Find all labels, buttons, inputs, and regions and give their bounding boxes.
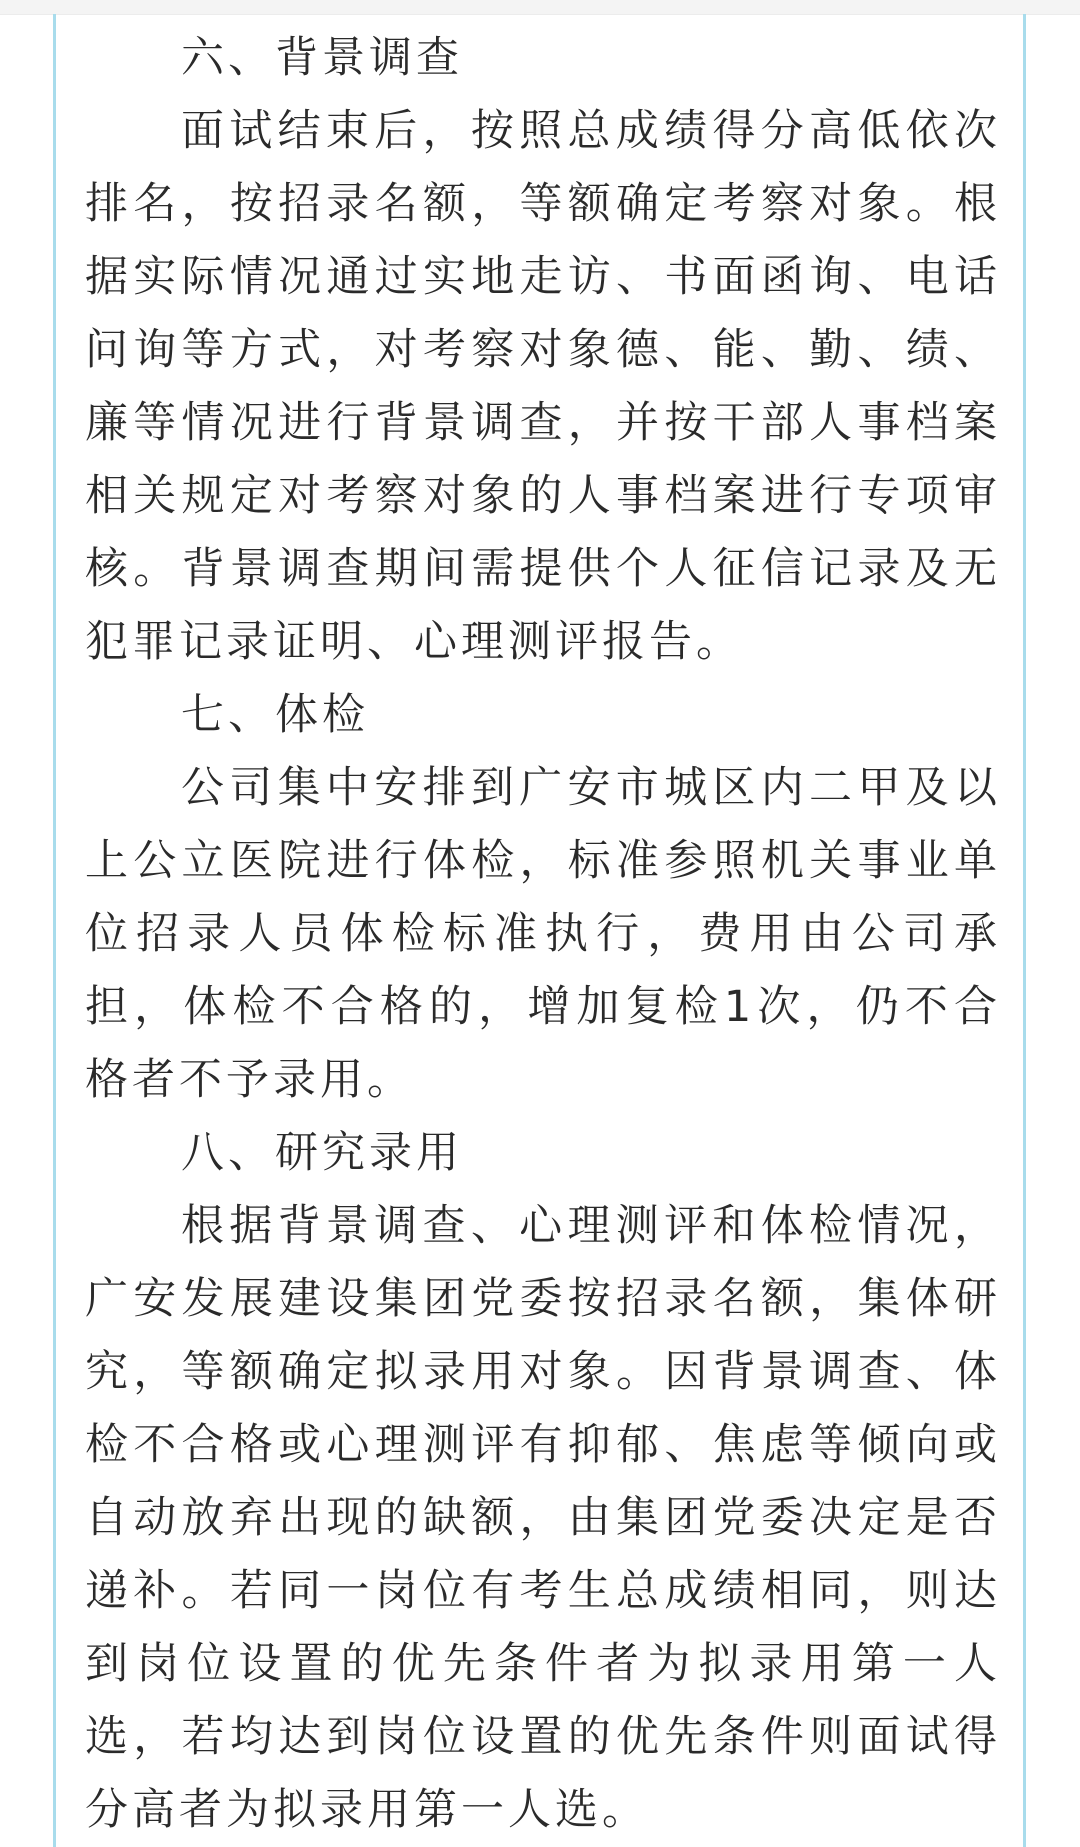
article-body bbox=[85, 22, 997, 1847]
paragraph-line: 位招录人员体检标准执行，费用由公司承 bbox=[85, 909, 997, 959]
section-heading-hiring-decision: 八、研究录用 bbox=[181, 1128, 463, 1178]
right-frame-border bbox=[1023, 14, 1026, 1847]
paragraph-line: 面试结束后，按照总成绩得分高低依次 bbox=[181, 106, 997, 156]
paragraph-line: 选，若均达到岗位设置的优先条件则面试得 bbox=[85, 1712, 997, 1762]
paragraph-line: 广安发展建设集团党委按招录名额，集体研 bbox=[85, 1274, 997, 1324]
paragraph-line: 递补。若同一岗位有考生总成绩相同，则达 bbox=[85, 1566, 997, 1616]
paragraph-line: 格者不予录用。 bbox=[85, 1055, 414, 1105]
top-status-strip bbox=[0, 0, 1080, 15]
paragraph-line: 犯罪记录证明、心理测评报告。 bbox=[85, 617, 743, 667]
paragraph-line: 相关规定对考察对象的人事档案进行专项审 bbox=[85, 471, 997, 521]
paragraph-line: 排名，按招录名额，等额确定考察对象。根 bbox=[85, 179, 997, 229]
paragraph-line: 核。背景调查期间需提供个人征信记录及无 bbox=[85, 544, 997, 594]
paragraph-line: 分高者为拟录用第一人选。 bbox=[85, 1785, 649, 1835]
section-heading-background-check: 六、背景调查 bbox=[181, 33, 463, 83]
paragraph-line: 廉等情况进行背景调查，并按干部人事档案 bbox=[85, 398, 997, 448]
paragraph-line: 据实际情况通过实地走访、书面函询、电话 bbox=[85, 252, 997, 302]
left-frame-border bbox=[53, 14, 56, 1847]
paragraph-line: 问询等方式，对考察对象德、能、勤、绩、 bbox=[85, 325, 997, 375]
paragraph-line: 根据背景调查、心理测评和体检情况， bbox=[181, 1201, 997, 1251]
paragraph-line: 担，体检不合格的，增加复检1次，仍不合 bbox=[85, 982, 997, 1032]
paragraph-line: 检不合格或心理测评有抑郁、焦虑等倾向或 bbox=[85, 1420, 997, 1470]
paragraph-line: 公司集中安排到广安市城区内二甲及以 bbox=[181, 763, 997, 813]
paragraph-line: 究，等额确定拟录用对象。因背景调查、体 bbox=[85, 1347, 997, 1397]
paragraph-line: 自动放弃出现的缺额，由集团党委决定是否 bbox=[85, 1493, 997, 1543]
section-heading-physical-exam: 七、体检 bbox=[181, 690, 369, 740]
paragraph-line: 上公立医院进行体检，标准参照机关事业单 bbox=[85, 836, 997, 886]
paragraph-line: 到岗位设置的优先条件者为拟录用第一人 bbox=[85, 1639, 997, 1689]
